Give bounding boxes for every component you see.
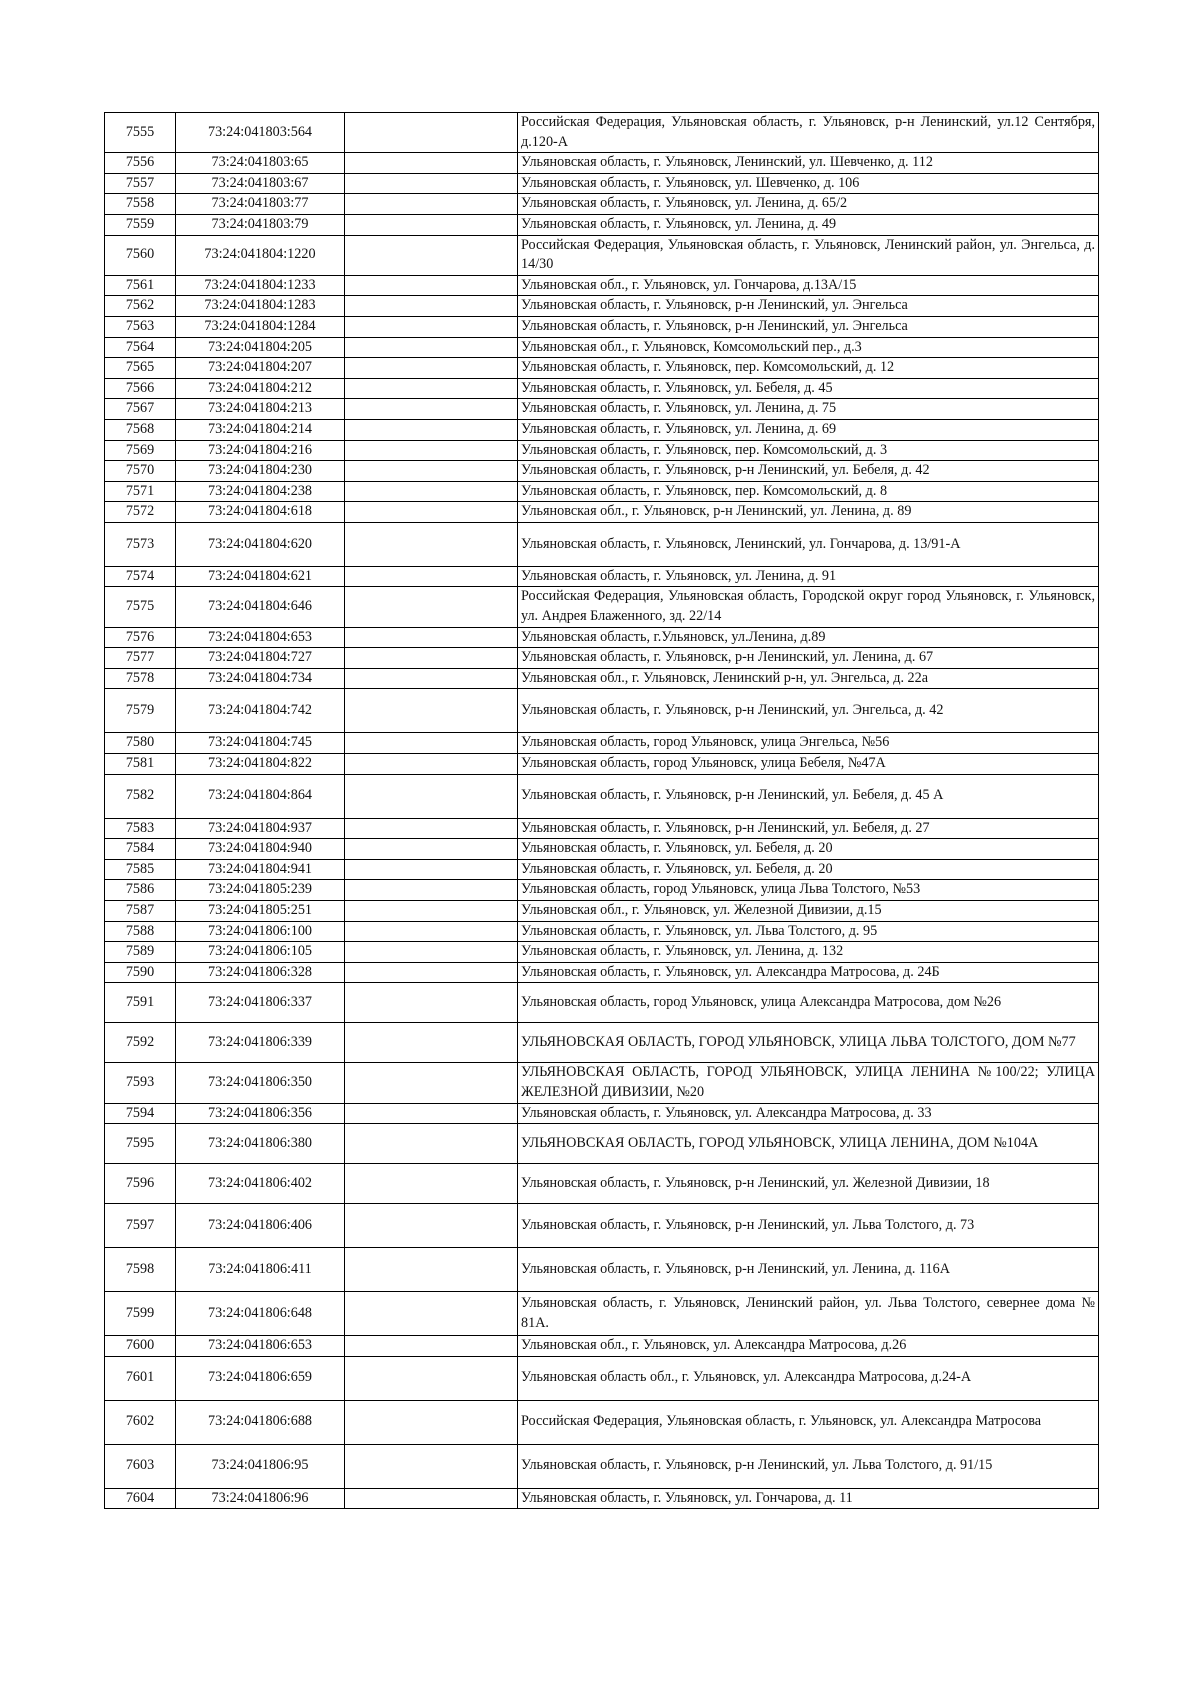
table-row: [105, 689, 1099, 733]
table-row: [105, 113, 1099, 153]
row-number: 7593: [105, 1063, 176, 1103]
row-number: 7572: [105, 502, 176, 523]
row-number: 7564: [105, 337, 176, 358]
table-row: [105, 962, 1099, 983]
empty-cell: [345, 275, 518, 296]
row-number: 7556: [105, 153, 176, 174]
row-number: 7563: [105, 316, 176, 337]
empty-cell: [345, 399, 518, 420]
address-cell: Ульяновская область, г. Ульяновск, ул. Льва Толстого, д. 95: [518, 921, 1099, 942]
row-number: 7576: [105, 627, 176, 648]
empty-cell: [345, 733, 518, 754]
cadastral-number: 73:24:041803:79: [176, 214, 345, 235]
table-row: [105, 522, 1099, 566]
cadastral-number: 73:24:041804:205: [176, 337, 345, 358]
address-cell: Ульяновская обл., г. Ульяновск, Комсомольский пер., д.3: [518, 337, 1099, 358]
address-cell: Ульяновская область, г. Ульяновск, ул. Александра Матросова, д. 33: [518, 1103, 1099, 1124]
row-number: 7587: [105, 901, 176, 922]
row-number: 7578: [105, 668, 176, 689]
row-number: 7603: [105, 1444, 176, 1488]
address-cell: Ульяновская область, г. Ульяновск, ул. Бебеля, д. 45: [518, 378, 1099, 399]
table-row: [105, 316, 1099, 337]
row-number: 7575: [105, 587, 176, 627]
address-cell: Ульяновская область, г. Ульяновск, р-н Ленинский, ул. Бебеля, д. 27: [518, 818, 1099, 839]
row-number: 7566: [105, 378, 176, 399]
empty-cell: [345, 235, 518, 275]
address-cell: Ульяновская область, г. Ульяновск, р-н Ленинский, ул. Энгельса: [518, 316, 1099, 337]
row-number: 7560: [105, 235, 176, 275]
empty-cell: [345, 839, 518, 860]
empty-cell: [345, 1063, 518, 1103]
cadastral-number: 73:24:041804:937: [176, 818, 345, 839]
empty-cell: [345, 1164, 518, 1204]
row-number: 7583: [105, 818, 176, 839]
table-row: [105, 901, 1099, 922]
empty-cell: [345, 522, 518, 566]
address-cell: Ульяновская область, г. Ульяновск, р-н Ленинский, ул. Ленина, д. 116А: [518, 1248, 1099, 1292]
empty-cell: [345, 173, 518, 194]
row-number: 7588: [105, 921, 176, 942]
address-cell: Ульяновская область, г. Ульяновск, ул. Ленина, д. 65/2: [518, 194, 1099, 215]
table-row: [105, 440, 1099, 461]
row-number: 7569: [105, 440, 176, 461]
table-row: [105, 818, 1099, 839]
cadastral-number: 73:24:041804:646: [176, 587, 345, 627]
address-cell: Ульяновская область, г. Ульяновск, ул. Бебеля, д. 20: [518, 839, 1099, 860]
table-row: [105, 378, 1099, 399]
cadastral-number: 73:24:041806:95: [176, 1444, 345, 1488]
address-cell: Ульяновская область, г. Ульяновск, Ленинский район, ул. Льва Толстого, севернее дома № 81А.: [518, 1292, 1099, 1336]
empty-cell: [345, 627, 518, 648]
cadastral-number: 73:24:041804:864: [176, 774, 345, 818]
address-cell: Российская Федерация, Ульяновская область, г. Ульяновск, р-н Ленинский, ул.12 Сентября, д.120-А: [518, 113, 1099, 153]
empty-cell: [345, 754, 518, 775]
empty-cell: [345, 461, 518, 482]
row-number: 7568: [105, 419, 176, 440]
address-cell: Российская Федерация, Ульяновская область, г. Ульяновск, Ленинский район, ул. Энгельса, д. 14/30: [518, 235, 1099, 275]
cadastral-number: 73:24:041806:96: [176, 1488, 345, 1509]
row-number: 7602: [105, 1400, 176, 1444]
cadastral-number: 73:24:041806:402: [176, 1164, 345, 1204]
table-row: [105, 774, 1099, 818]
table-row: [105, 587, 1099, 627]
address-cell: Ульяновская область, г. Ульяновск, р-н Ленинский, ул. Льва Толстого, д. 91/15: [518, 1444, 1099, 1488]
cadastral-number: 73:24:041803:65: [176, 153, 345, 174]
row-number: 7570: [105, 461, 176, 482]
table-row: [105, 296, 1099, 317]
table-row: [105, 668, 1099, 689]
table-row: [105, 461, 1099, 482]
row-number: 7601: [105, 1356, 176, 1400]
address-cell: Ульяновская область, г.Ульяновск, ул.Ленина, д.89: [518, 627, 1099, 648]
cadastral-number: 73:24:041805:239: [176, 880, 345, 901]
empty-cell: [345, 648, 518, 669]
cadastral-number: 73:24:041806:653: [176, 1336, 345, 1357]
table-row: [105, 942, 1099, 963]
row-number: 7604: [105, 1488, 176, 1509]
table-row: [105, 627, 1099, 648]
row-number: 7562: [105, 296, 176, 317]
row-number: 7600: [105, 1336, 176, 1357]
address-cell: Ульяновская область, г. Ульяновск, ул. Шевченко, д. 106: [518, 173, 1099, 194]
address-cell: УЛЬЯНОВСКАЯ ОБЛАСТЬ, ГОРОД УЛЬЯНОВСК, УЛИЦА ЛЕНИНА, ДОМ №104А: [518, 1124, 1099, 1164]
empty-cell: [345, 113, 518, 153]
address-cell: Российская Федерация, Ульяновская область, Городской округ город Ульяновск, г. Ульяновск, ул. Андрея Блаженного, зд. 22/14: [518, 587, 1099, 627]
table-row: [105, 880, 1099, 901]
address-cell: Ульяновская область, город Ульяновск, улица Льва Толстого, №53: [518, 880, 1099, 901]
address-cell: УЛЬЯНОВСКАЯ ОБЛАСТЬ, ГОРОД УЛЬЯНОВСК, УЛИЦА ЛЕНИНА №100/22; УЛИЦА ЖЕЛЕЗНОЙ ДИВИЗИИ, №20: [518, 1063, 1099, 1103]
cadastral-number: 73:24:041803:67: [176, 173, 345, 194]
cadastral-number: 73:24:041806:659: [176, 1356, 345, 1400]
empty-cell: [345, 378, 518, 399]
empty-cell: [345, 880, 518, 901]
cadastral-number: 73:24:041804:207: [176, 358, 345, 379]
row-number: 7596: [105, 1164, 176, 1204]
cadastral-number: 73:24:041804:213: [176, 399, 345, 420]
cadastral-number: 73:24:041804:1220: [176, 235, 345, 275]
table-row: [105, 1336, 1099, 1357]
empty-cell: [345, 983, 518, 1023]
table-row: [105, 1023, 1099, 1063]
table-row: [105, 754, 1099, 775]
row-number: 7589: [105, 942, 176, 963]
cadastral-number: 73:24:041804:727: [176, 648, 345, 669]
table-row: [105, 481, 1099, 502]
row-number: 7584: [105, 839, 176, 860]
row-number: 7591: [105, 983, 176, 1023]
address-cell: Ульяновская область, г. Ульяновск, пер. Комсомольский, д. 8: [518, 481, 1099, 502]
empty-cell: [345, 587, 518, 627]
empty-cell: [345, 566, 518, 587]
cadastral-number: 73:24:041804:941: [176, 859, 345, 880]
empty-cell: [345, 859, 518, 880]
table-row: [105, 1292, 1099, 1336]
address-cell: Ульяновская область, г. Ульяновск, р-н Ленинский, ул. Бебеля, д. 42: [518, 461, 1099, 482]
table-row: [105, 921, 1099, 942]
cadastral-number: 73:24:041804:620: [176, 522, 345, 566]
table-row: [105, 1248, 1099, 1292]
cadastral-number: 73:24:041804:940: [176, 839, 345, 860]
empty-cell: [345, 668, 518, 689]
empty-cell: [345, 296, 518, 317]
empty-cell: [345, 962, 518, 983]
row-number: 7599: [105, 1292, 176, 1336]
cadastral-number: 73:24:041804:1283: [176, 296, 345, 317]
row-number: 7592: [105, 1023, 176, 1063]
table-row: [105, 173, 1099, 194]
address-cell: Ульяновская область, г. Ульяновск, р-н Ленинский, ул. Бебеля, д. 45 А: [518, 774, 1099, 818]
cadastral-number: 73:24:041806:105: [176, 942, 345, 963]
empty-cell: [345, 481, 518, 502]
address-cell: Российская Федерация, Ульяновская область, г. Ульяновск, ул. Александра Матросова: [518, 1400, 1099, 1444]
cadastral-number: 73:24:041804:214: [176, 419, 345, 440]
table-row: [105, 1063, 1099, 1103]
empty-cell: [345, 1400, 518, 1444]
address-cell: Ульяновская область, г. Ульяновск, пер. Комсомольский, д. 3: [518, 440, 1099, 461]
table-row: [105, 235, 1099, 275]
table-row: [105, 1103, 1099, 1124]
address-cell: Ульяновская область, город Ульяновск, улица Энгельса, №56: [518, 733, 1099, 754]
cadastral-number: 73:24:041806:356: [176, 1103, 345, 1124]
cadastral-number: 73:24:041804:734: [176, 668, 345, 689]
table-row: [105, 194, 1099, 215]
row-number: 7598: [105, 1248, 176, 1292]
empty-cell: [345, 194, 518, 215]
address-cell: Ульяновская область, г. Ульяновск, р-н Ленинский, ул. Железной Дивизии, 18: [518, 1164, 1099, 1204]
cadastral-number: 73:24:041805:251: [176, 901, 345, 922]
cadastral-number: 73:24:041804:238: [176, 481, 345, 502]
cadastral-number: 73:24:041804:230: [176, 461, 345, 482]
empty-cell: [345, 921, 518, 942]
row-number: 7565: [105, 358, 176, 379]
empty-cell: [345, 901, 518, 922]
row-number: 7586: [105, 880, 176, 901]
row-number: 7561: [105, 275, 176, 296]
address-cell: Ульяновская область, г. Ульяновск, р-н Ленинский, ул. Ленина, д. 67: [518, 648, 1099, 669]
empty-cell: [345, 774, 518, 818]
cadastral-number: 73:24:041804:1284: [176, 316, 345, 337]
cadastral-number: 73:24:041806:339: [176, 1023, 345, 1063]
cadastral-number: 73:24:041806:100: [176, 921, 345, 942]
row-number: 7590: [105, 962, 176, 983]
empty-cell: [345, 1204, 518, 1248]
table-row: [105, 358, 1099, 379]
cadastral-number: 73:24:041804:621: [176, 566, 345, 587]
address-cell: Ульяновская область обл., г. Ульяновск, ул. Александра Матросова, д.24-А: [518, 1356, 1099, 1400]
table-row: [105, 399, 1099, 420]
empty-cell: [345, 818, 518, 839]
address-cell: Ульяновская область, г. Ульяновск, Ленинский, ул. Шевченко, д. 112: [518, 153, 1099, 174]
address-cell: Ульяновская область, г. Ульяновск, ул. Александра Матросова, д. 24Б: [518, 962, 1099, 983]
address-cell: Ульяновская область, г. Ульяновск, ул. Бебеля, д. 20: [518, 859, 1099, 880]
table-row: [105, 1164, 1099, 1204]
empty-cell: [345, 358, 518, 379]
table-row: [105, 502, 1099, 523]
cadastral-number: 73:24:041806:350: [176, 1063, 345, 1103]
address-cell: Ульяновская область, город Ульяновск, улица Александра Матросова, дом №26: [518, 983, 1099, 1023]
address-cell: Ульяновская область, г. Ульяновск, пер. Комсомольский, д. 12: [518, 358, 1099, 379]
address-cell: Ульяновская область, город Ульяновск, улица Бебеля, №47А: [518, 754, 1099, 775]
empty-cell: [345, 419, 518, 440]
row-number: 7567: [105, 399, 176, 420]
row-number: 7597: [105, 1204, 176, 1248]
empty-cell: [345, 1488, 518, 1509]
empty-cell: [345, 440, 518, 461]
empty-cell: [345, 316, 518, 337]
address-cell: Ульяновская область, г. Ульяновск, ул. Ленина, д. 132: [518, 942, 1099, 963]
empty-cell: [345, 502, 518, 523]
address-cell: Ульяновская область, г. Ульяновск, ул. Ленина, д. 49: [518, 214, 1099, 235]
empty-cell: [345, 1124, 518, 1164]
empty-cell: [345, 153, 518, 174]
address-cell: Ульяновская область, г. Ульяновск, Ленинский, ул. Гончарова, д. 13/91-А: [518, 522, 1099, 566]
table-row: [105, 275, 1099, 296]
table-row: [105, 214, 1099, 235]
cadastral-number: 73:24:041804:1233: [176, 275, 345, 296]
empty-cell: [345, 1292, 518, 1336]
empty-cell: [345, 1103, 518, 1124]
row-number: 7582: [105, 774, 176, 818]
table-row: [105, 1488, 1099, 1509]
table-row: [105, 1124, 1099, 1164]
row-number: 7557: [105, 173, 176, 194]
address-cell: Ульяновская область, г. Ульяновск, ул. Ленина, д. 91: [518, 566, 1099, 587]
empty-cell: [345, 1248, 518, 1292]
empty-cell: [345, 214, 518, 235]
cadastral-number: 73:24:041806:411: [176, 1248, 345, 1292]
row-number: 7555: [105, 113, 176, 153]
row-number: 7581: [105, 754, 176, 775]
row-number: 7579: [105, 689, 176, 733]
empty-cell: [345, 337, 518, 358]
empty-cell: [345, 1444, 518, 1488]
empty-cell: [345, 1336, 518, 1357]
table-row: [105, 733, 1099, 754]
cadastral-number: 73:24:041806:337: [176, 983, 345, 1023]
table-row: [105, 1400, 1099, 1444]
table-row: [105, 859, 1099, 880]
table-row: [105, 1204, 1099, 1248]
table-row: [105, 153, 1099, 174]
address-cell: Ульяновская обл., г. Ульяновск, Ленинский р-н, ул. Энгельса, д. 22а: [518, 668, 1099, 689]
address-cell: Ульяновская область, г. Ульяновск, р-н Ленинский, ул. Энгельса: [518, 296, 1099, 317]
address-cell: Ульяновская область, г. Ульяновск, р-н Ленинский, ул. Льва Толстого, д. 73: [518, 1204, 1099, 1248]
table-row: [105, 648, 1099, 669]
address-cell: Ульяновская обл., г. Ульяновск, ул. Гончарова, д.13А/15: [518, 275, 1099, 296]
row-number: 7559: [105, 214, 176, 235]
address-cell: Ульяновская обл., г. Ульяновск, ул. Железной Дивизии, д.15: [518, 901, 1099, 922]
address-cell: Ульяновская обл., г. Ульяновск, ул. Александра Матросова, д.26: [518, 1336, 1099, 1357]
row-number: 7573: [105, 522, 176, 566]
table-row: [105, 419, 1099, 440]
row-number: 7574: [105, 566, 176, 587]
table-row: [105, 1356, 1099, 1400]
empty-cell: [345, 689, 518, 733]
cadastral-number: 73:24:041804:216: [176, 440, 345, 461]
table-row: [105, 983, 1099, 1023]
address-cell: Ульяновская область, г. Ульяновск, ул. Гончарова, д. 11: [518, 1488, 1099, 1509]
table-row: [105, 337, 1099, 358]
cadastral-number: 73:24:041804:745: [176, 733, 345, 754]
cadastral-number: 73:24:041806:328: [176, 962, 345, 983]
cadastral-number: 73:24:041804:212: [176, 378, 345, 399]
address-cell: Ульяновская область, г. Ульяновск, ул. Ленина, д. 75: [518, 399, 1099, 420]
cadastral-number: 73:24:041804:618: [176, 502, 345, 523]
table-row: [105, 839, 1099, 860]
cadastral-number: 73:24:041806:406: [176, 1204, 345, 1248]
cadastral-number: 73:24:041806:380: [176, 1124, 345, 1164]
cadastral-number: 73:24:041803:564: [176, 113, 345, 153]
table-row: [105, 1444, 1099, 1488]
cadastral-number: 73:24:041803:77: [176, 194, 345, 215]
address-cell: Ульяновская обл., г. Ульяновск, р-н Ленинский, ул. Ленина, д. 89: [518, 502, 1099, 523]
row-number: 7558: [105, 194, 176, 215]
row-number: 7580: [105, 733, 176, 754]
cadastral-number: 73:24:041804:653: [176, 627, 345, 648]
cadastral-number: 73:24:041806:648: [176, 1292, 345, 1336]
row-number: 7577: [105, 648, 176, 669]
empty-cell: [345, 942, 518, 963]
address-cell: Ульяновская область, г. Ульяновск, ул. Ленина, д. 69: [518, 419, 1099, 440]
address-cell: Ульяновская область, г. Ульяновск, р-н Ленинский, ул. Энгельса, д. 42: [518, 689, 1099, 733]
row-number: 7585: [105, 859, 176, 880]
cadastral-table-body: [105, 113, 1099, 1509]
cadastral-number: 73:24:041804:742: [176, 689, 345, 733]
empty-cell: [345, 1023, 518, 1063]
empty-cell: [345, 1356, 518, 1400]
row-number: 7595: [105, 1124, 176, 1164]
cadastral-table: [104, 112, 1099, 1509]
cadastral-number: 73:24:041806:688: [176, 1400, 345, 1444]
row-number: 7571: [105, 481, 176, 502]
table-row: [105, 566, 1099, 587]
address-cell: УЛЬЯНОВСКАЯ ОБЛАСТЬ, ГОРОД УЛЬЯНОВСК, УЛИЦА ЛЬВА ТОЛСТОГО, ДОМ №77: [518, 1023, 1099, 1063]
cadastral-number: 73:24:041804:822: [176, 754, 345, 775]
row-number: 7594: [105, 1103, 176, 1124]
